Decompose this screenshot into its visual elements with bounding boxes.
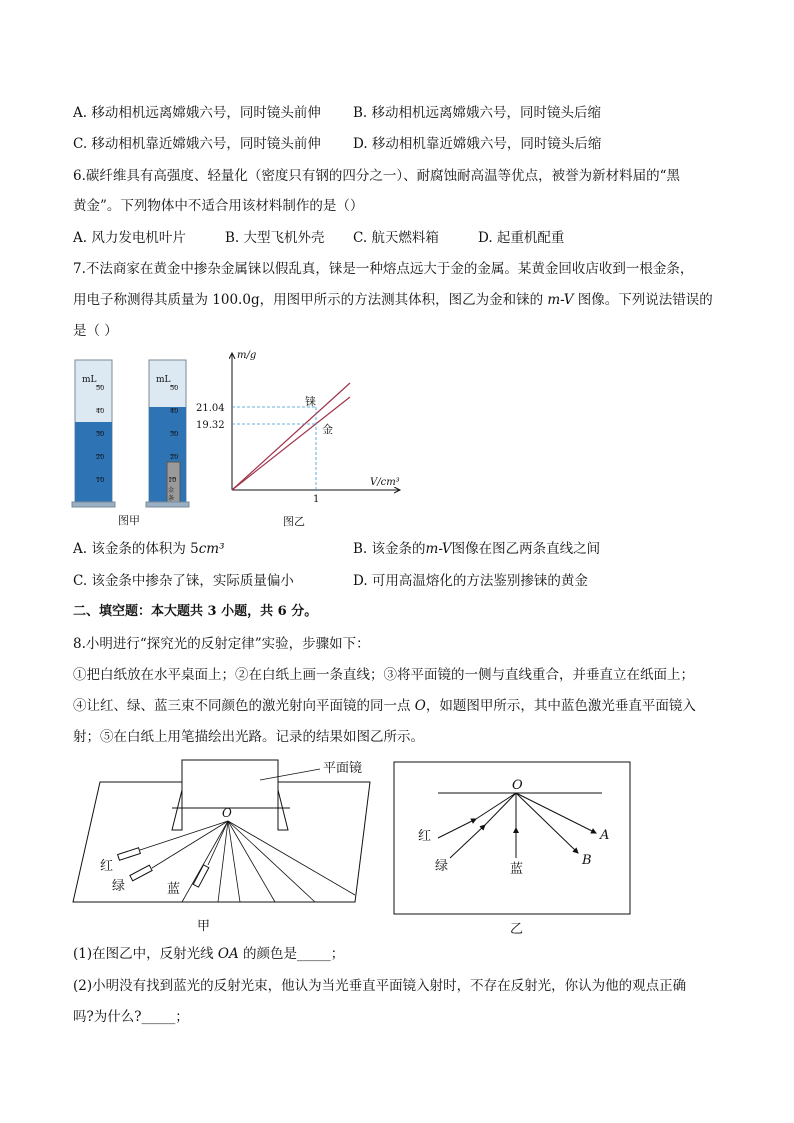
- gold-bar-label-2: 条: [168, 495, 175, 502]
- q6-option-b: B. 大型飞机外壳: [225, 230, 325, 246]
- mirror-label: 平面镜: [323, 761, 363, 776]
- mirror: [182, 760, 278, 808]
- figure-yi-caption: 图乙: [283, 515, 305, 528]
- q8-sub1: (1)在图乙中，反射光线 OA 的颜色是_____；: [73, 946, 345, 962]
- cylinder-water: [72, 360, 115, 507]
- y-tick-21-04: 21.04: [196, 403, 225, 414]
- figure-jia-caption-q8: 甲: [197, 919, 211, 934]
- rhenium-line: [232, 383, 350, 490]
- q7-stem-line3: 是（ ）: [73, 323, 118, 339]
- label-blue: 蓝: [167, 882, 181, 897]
- cylinder2-tick-20: 20: [170, 453, 179, 461]
- figure-yi-caption-q8: 乙: [510, 922, 524, 937]
- q6-option-d: D. 起重机配重: [478, 230, 565, 246]
- q6-stem-line2: 黄金”。下列物体中不适合用该材料制作的是（）: [73, 198, 364, 214]
- cylinder1-tick-50: 50: [96, 384, 105, 392]
- label-red: 红: [100, 859, 114, 874]
- ray-oa: [516, 793, 596, 833]
- red-incident-arrow: [438, 819, 476, 838]
- q6-stem-line1: 6.碳纤维具有高强度、轻量化（密度只有钢的四分之一）、耐腐蚀耐高温等优点，被誉为新材料届的“黑: [73, 168, 681, 184]
- cylinder1-tick-30: 30: [96, 430, 105, 438]
- cylinder1-tick-10: 10: [96, 476, 105, 484]
- cylinder2-tick-30: 30: [170, 430, 179, 438]
- q8-sub2-line2: 吗?为什么?_____；: [73, 1009, 189, 1025]
- q7-option-d: D. 可用高温熔化的方法鉴别掺铼的黄金: [353, 573, 588, 589]
- green-incident-arrow: [450, 825, 485, 858]
- q8-figure-jia: [70, 755, 375, 940]
- label-green: 绿: [112, 879, 126, 894]
- gold-line: [232, 397, 350, 490]
- q6-option-c: C. 航天燃料箱: [353, 230, 439, 246]
- cylinder1-tick-40: 40: [96, 407, 105, 415]
- point-o: O: [512, 778, 523, 793]
- q7-stem-line1: 7.不法商家在黄金中掺杂金属铼以假乱真，铼是一种熔点远大于金的金属。某黄金回收店收到一根金条，: [73, 261, 694, 277]
- point-o-label: O: [222, 806, 232, 820]
- gold-label: 金: [322, 423, 333, 436]
- rhenium-label: 铼: [305, 395, 316, 408]
- label-red-yi: 红: [418, 829, 432, 844]
- figure-jia-caption: 图甲: [118, 514, 140, 527]
- mirror-stand-left: [172, 790, 182, 830]
- q5-option-d: D. 移动相机靠近嫦娥六号，同时镜头后缩: [353, 136, 602, 152]
- q8-sub2-line1: (2)小明没有找到蓝光的反射光束，他认为当光垂直平面镜入射时，不存在反射光，你认为他的观点正确: [73, 978, 687, 994]
- red-incident: [476, 793, 516, 819]
- label-blue-yi: 蓝: [510, 862, 524, 877]
- q7-option-c: C. 该金条中掺杂了铼，实际质量偏小: [73, 573, 294, 589]
- cylinder-with-gold-bar: [146, 360, 189, 507]
- cylinder2-tick-10: 10: [168, 476, 177, 484]
- q8-stem-line1: 8.小明进行“探究光的反射定律”实验，步骤如下：: [73, 636, 370, 652]
- gold-bar-label-1: 金: [168, 487, 175, 494]
- figure-jia-cylinders: [70, 352, 200, 530]
- q5-option-c: C. 移动相机靠近嫦娥六号，同时镜头前伸: [73, 136, 321, 152]
- q7-option-a: A. 该金条的体积为 5cm³: [73, 541, 225, 557]
- q8-stem-line4: 射；⑤在白纸上用笔描绘出光路。记录的结果如图乙所示。: [73, 729, 424, 745]
- label-b: B: [582, 853, 592, 868]
- cylinder2-tick-50: 50: [170, 384, 179, 392]
- q7-option-b: B. 该金条的m-V图像在图乙两条直线之间: [353, 541, 601, 557]
- y-axis-label: m/g: [237, 350, 257, 361]
- q8-stem-line2: ①把白纸放在水平桌面上；②在白纸上画一条直线；③将平面镜的一侧与直线重合，并垂直立在纸面上；: [73, 667, 694, 683]
- section-2-title: 二、填空题：本大题共 3 小题，共 6 分。: [73, 604, 318, 619]
- cylinder2-ml-label: mL: [156, 375, 171, 385]
- q8-stem-line3: ④让红、绿、蓝三束不同颜色的激光射向平面镜的同一点 O，如题图甲所示，其中蓝色激光垂直平面镜入: [73, 698, 696, 714]
- cylinder2-tick-40: 40: [170, 407, 179, 415]
- mirror-stand-right: [278, 790, 288, 830]
- label-green-yi: 绿: [435, 859, 449, 874]
- q6-option-a: A. 风力发电机叶片: [73, 230, 186, 246]
- q5-option-b: B. 移动相机远离嫦娥六号，同时镜头后缩: [353, 105, 602, 121]
- ray-ob: [516, 793, 578, 853]
- x-tick-1: 1: [313, 494, 320, 505]
- label-a: A: [600, 828, 610, 843]
- cylinder1-ml-label: mL: [82, 375, 97, 385]
- cylinder1-tick-20: 20: [96, 453, 105, 461]
- x-axis-label: V/cm³: [370, 477, 400, 488]
- q8-figure-yi: [390, 758, 640, 940]
- y-tick-19-32: 19.32: [196, 420, 225, 431]
- q5-option-a: A. 移动相机远离嫦娥六号，同时镜头前伸: [73, 105, 321, 121]
- green-incident: [485, 793, 516, 825]
- q7-stem-line2: 用电子称测得其质量为 100.0g，用图甲所示的方法测其体积，图乙为金和铼的 m-V 图像。下列说法错误的: [73, 292, 713, 308]
- figure-yi-mv-graph: [196, 345, 415, 530]
